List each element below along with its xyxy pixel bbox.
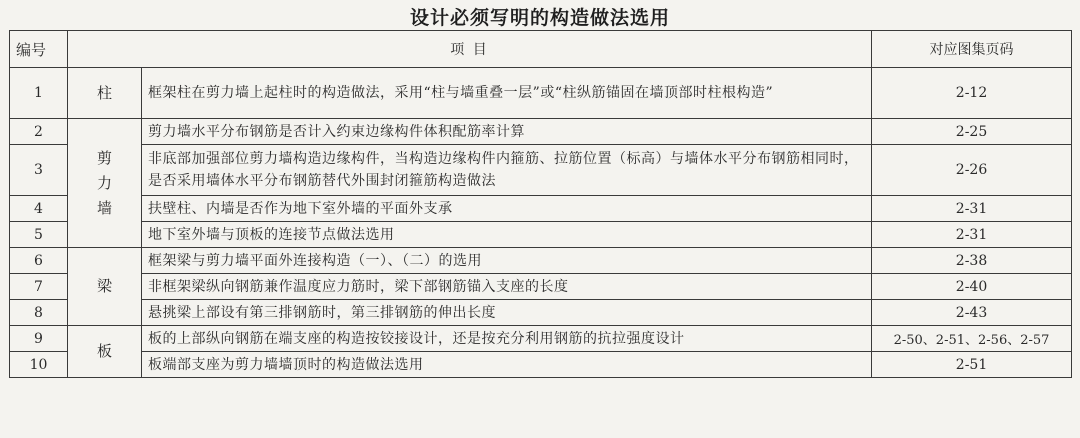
category-shear-wall-label: 剪力墙 (96, 148, 112, 217)
row-number: 7 (10, 274, 68, 300)
row-number: 1 (10, 68, 68, 119)
row-number: 4 (10, 196, 68, 222)
category-column: 柱 (68, 68, 142, 119)
table-row (10, 248, 1072, 274)
row-number: 3 (10, 145, 68, 196)
row-page: 2-12 (872, 68, 1072, 119)
table-row (10, 222, 1072, 248)
table-row (10, 145, 1072, 196)
row-page: 2-26 (872, 145, 1072, 196)
row-page: 2-43 (872, 300, 1072, 326)
row-number: 2 (10, 119, 68, 145)
header-number: 编号 (10, 31, 68, 68)
header-item: 项 目 (68, 31, 872, 68)
row-description: 框架柱在剪力墙上起柱时的构造做法，采用“柱与墙重叠一层”或“柱纵筋锚固在墙顶部时柱根构造” (142, 68, 872, 119)
row-description: 剪力墙水平分布钢筋是否计入约束边缘构件体积配筋率计算 (142, 119, 872, 145)
row-description: 非框架梁纵向钢筋兼作温度应力筋时，梁下部钢筋锚入支座的长度 (142, 274, 872, 300)
table-row (10, 352, 1072, 378)
row-description: 悬挑梁上部设有第三排钢筋时，第三排钢筋的伸出长度 (142, 300, 872, 326)
row-description: 板的上部纵向钢筋在端支座的构造按铰接设计，还是按充分利用钢筋的抗拉强度设计 (142, 326, 872, 352)
row-page: 2-38 (872, 248, 1072, 274)
table-row (10, 326, 1072, 352)
row-description: 板端部支座为剪力墙墙顶时的构造做法选用 (142, 352, 872, 378)
row-number: 9 (10, 326, 68, 352)
table-row (10, 274, 1072, 300)
row-description: 框架梁与剪力墙平面外连接构造（一）、（二）的选用 (142, 248, 872, 274)
row-description: 扶壁柱、内墙是否作为地下室外墙的平面外支承 (142, 196, 872, 222)
table-row (10, 196, 1072, 222)
row-page: 2-51 (872, 352, 1072, 378)
category-beam: 梁 (68, 248, 142, 326)
header-page: 对应图集页码 (872, 31, 1072, 68)
table-row (10, 68, 1072, 119)
row-page: 2-50、2-51、2-56、2-57 (872, 326, 1072, 352)
table-header-row (10, 31, 1072, 68)
construction-method-table (9, 30, 1072, 378)
row-page: 2-31 (872, 222, 1072, 248)
category-shear-wall (68, 119, 142, 248)
page-title: 设计必须写明的构造做法选用 (409, 7, 670, 29)
table-row (10, 300, 1072, 326)
row-description: 非底部加强部位剪力墙构造边缘构件，当构造边缘构件内箍筋、拉筋位置（标高）与墙体水平分布钢筋相同时，是否采用墙体水平分布钢筋替代外围封闭箍筋构造做法 (142, 145, 872, 196)
row-page: 2-31 (872, 196, 1072, 222)
row-description: 地下室外墙与顶板的连接节点做法选用 (142, 222, 872, 248)
row-page: 2-25 (872, 119, 1072, 145)
row-number: 6 (10, 248, 68, 274)
table-row (10, 119, 1072, 145)
row-number: 8 (10, 300, 68, 326)
category-slab: 板 (68, 326, 142, 378)
row-number: 5 (10, 222, 68, 248)
row-page: 2-40 (872, 274, 1072, 300)
row-number: 10 (10, 352, 68, 378)
